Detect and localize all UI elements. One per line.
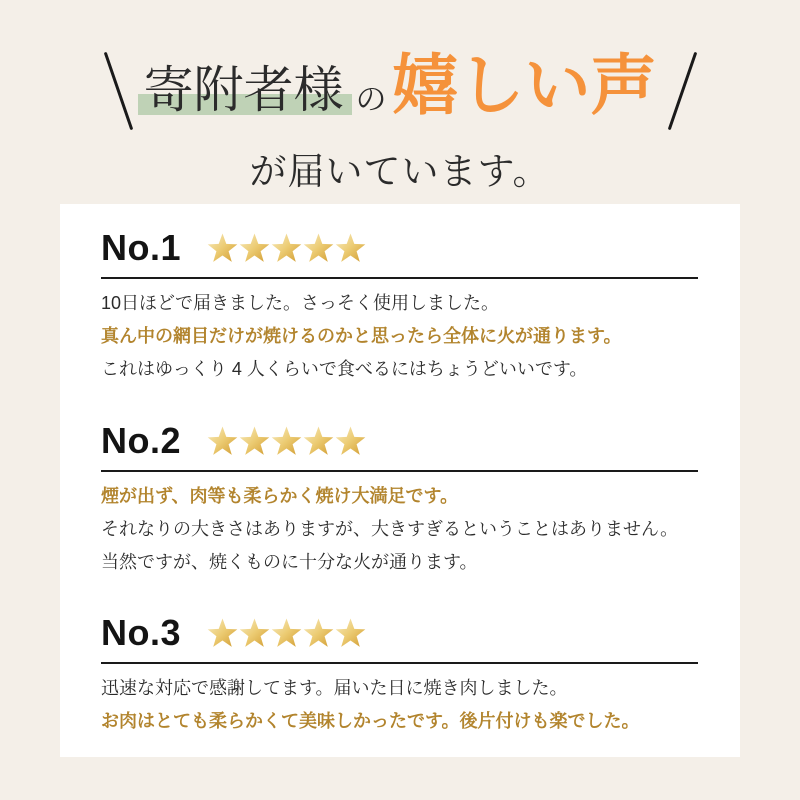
- star-icon: [207, 233, 238, 263]
- review-divider: [101, 662, 698, 664]
- review-number: No.1: [101, 227, 182, 268]
- rating-stars: [207, 618, 366, 648]
- star-icon: [207, 618, 238, 648]
- review-header: [101, 419, 698, 463]
- star-icon: [335, 426, 366, 456]
- star-icon: [303, 426, 334, 456]
- rating-stars: [207, 233, 366, 263]
- review-divider: [101, 470, 698, 472]
- star-icon: [239, 233, 270, 263]
- review-number: No.2: [101, 420, 182, 461]
- review-text: [101, 480, 698, 579]
- star-icon: [207, 426, 238, 456]
- review-line: 煙が出ず、肉等も柔らかく焼け大満足です。: [101, 486, 459, 506]
- review-block-3: [101, 611, 698, 738]
- review-text: [101, 672, 698, 738]
- rating-stars: [207, 426, 366, 456]
- review-line: これはゆっくり 4 人くらいで食べるにはちょうどいいです。: [101, 359, 588, 379]
- star-icon: [335, 618, 366, 648]
- review-line: 真ん中の網目だけが焼けるのかと思ったら全体に火が通ります。: [101, 326, 622, 346]
- review-text: [101, 287, 698, 386]
- title-particle: の: [355, 82, 387, 118]
- review-number: No.3: [101, 612, 182, 653]
- star-icon: [335, 233, 366, 263]
- star-icon: [239, 618, 270, 648]
- review-line: 迅速な対応で感謝してます。届いた日に焼き肉しました。: [101, 678, 568, 698]
- title-accent-text: 嬉しい声: [392, 48, 657, 122]
- star-icon: [271, 233, 302, 263]
- review-line: 当然ですが、焼くものに十分な火が通ります。: [101, 552, 478, 572]
- star-icon: [303, 618, 334, 648]
- star-icon: [271, 426, 302, 456]
- review-line: それなりの大きさはありますが、大きすぎるということはありません。: [101, 519, 679, 539]
- title-highlighted-text: 寄附者様: [138, 60, 352, 121]
- reviews-card: [60, 204, 740, 757]
- review-header: [101, 226, 698, 270]
- review-line: 10日ほどで届きました。さっそく使用しました。: [101, 293, 500, 313]
- review-divider: [101, 277, 698, 279]
- header-subtitle: が届いています。: [249, 151, 551, 192]
- review-block-1: [101, 226, 698, 386]
- page-title: [0, 50, 800, 121]
- review-block-2: [101, 419, 698, 579]
- star-icon: [303, 233, 334, 263]
- review-header: [101, 611, 698, 655]
- star-icon: [271, 618, 302, 648]
- review-line: お肉はとても柔らかくて美味しかったです。後片付けも楽でした。: [101, 711, 640, 731]
- star-icon: [239, 426, 270, 456]
